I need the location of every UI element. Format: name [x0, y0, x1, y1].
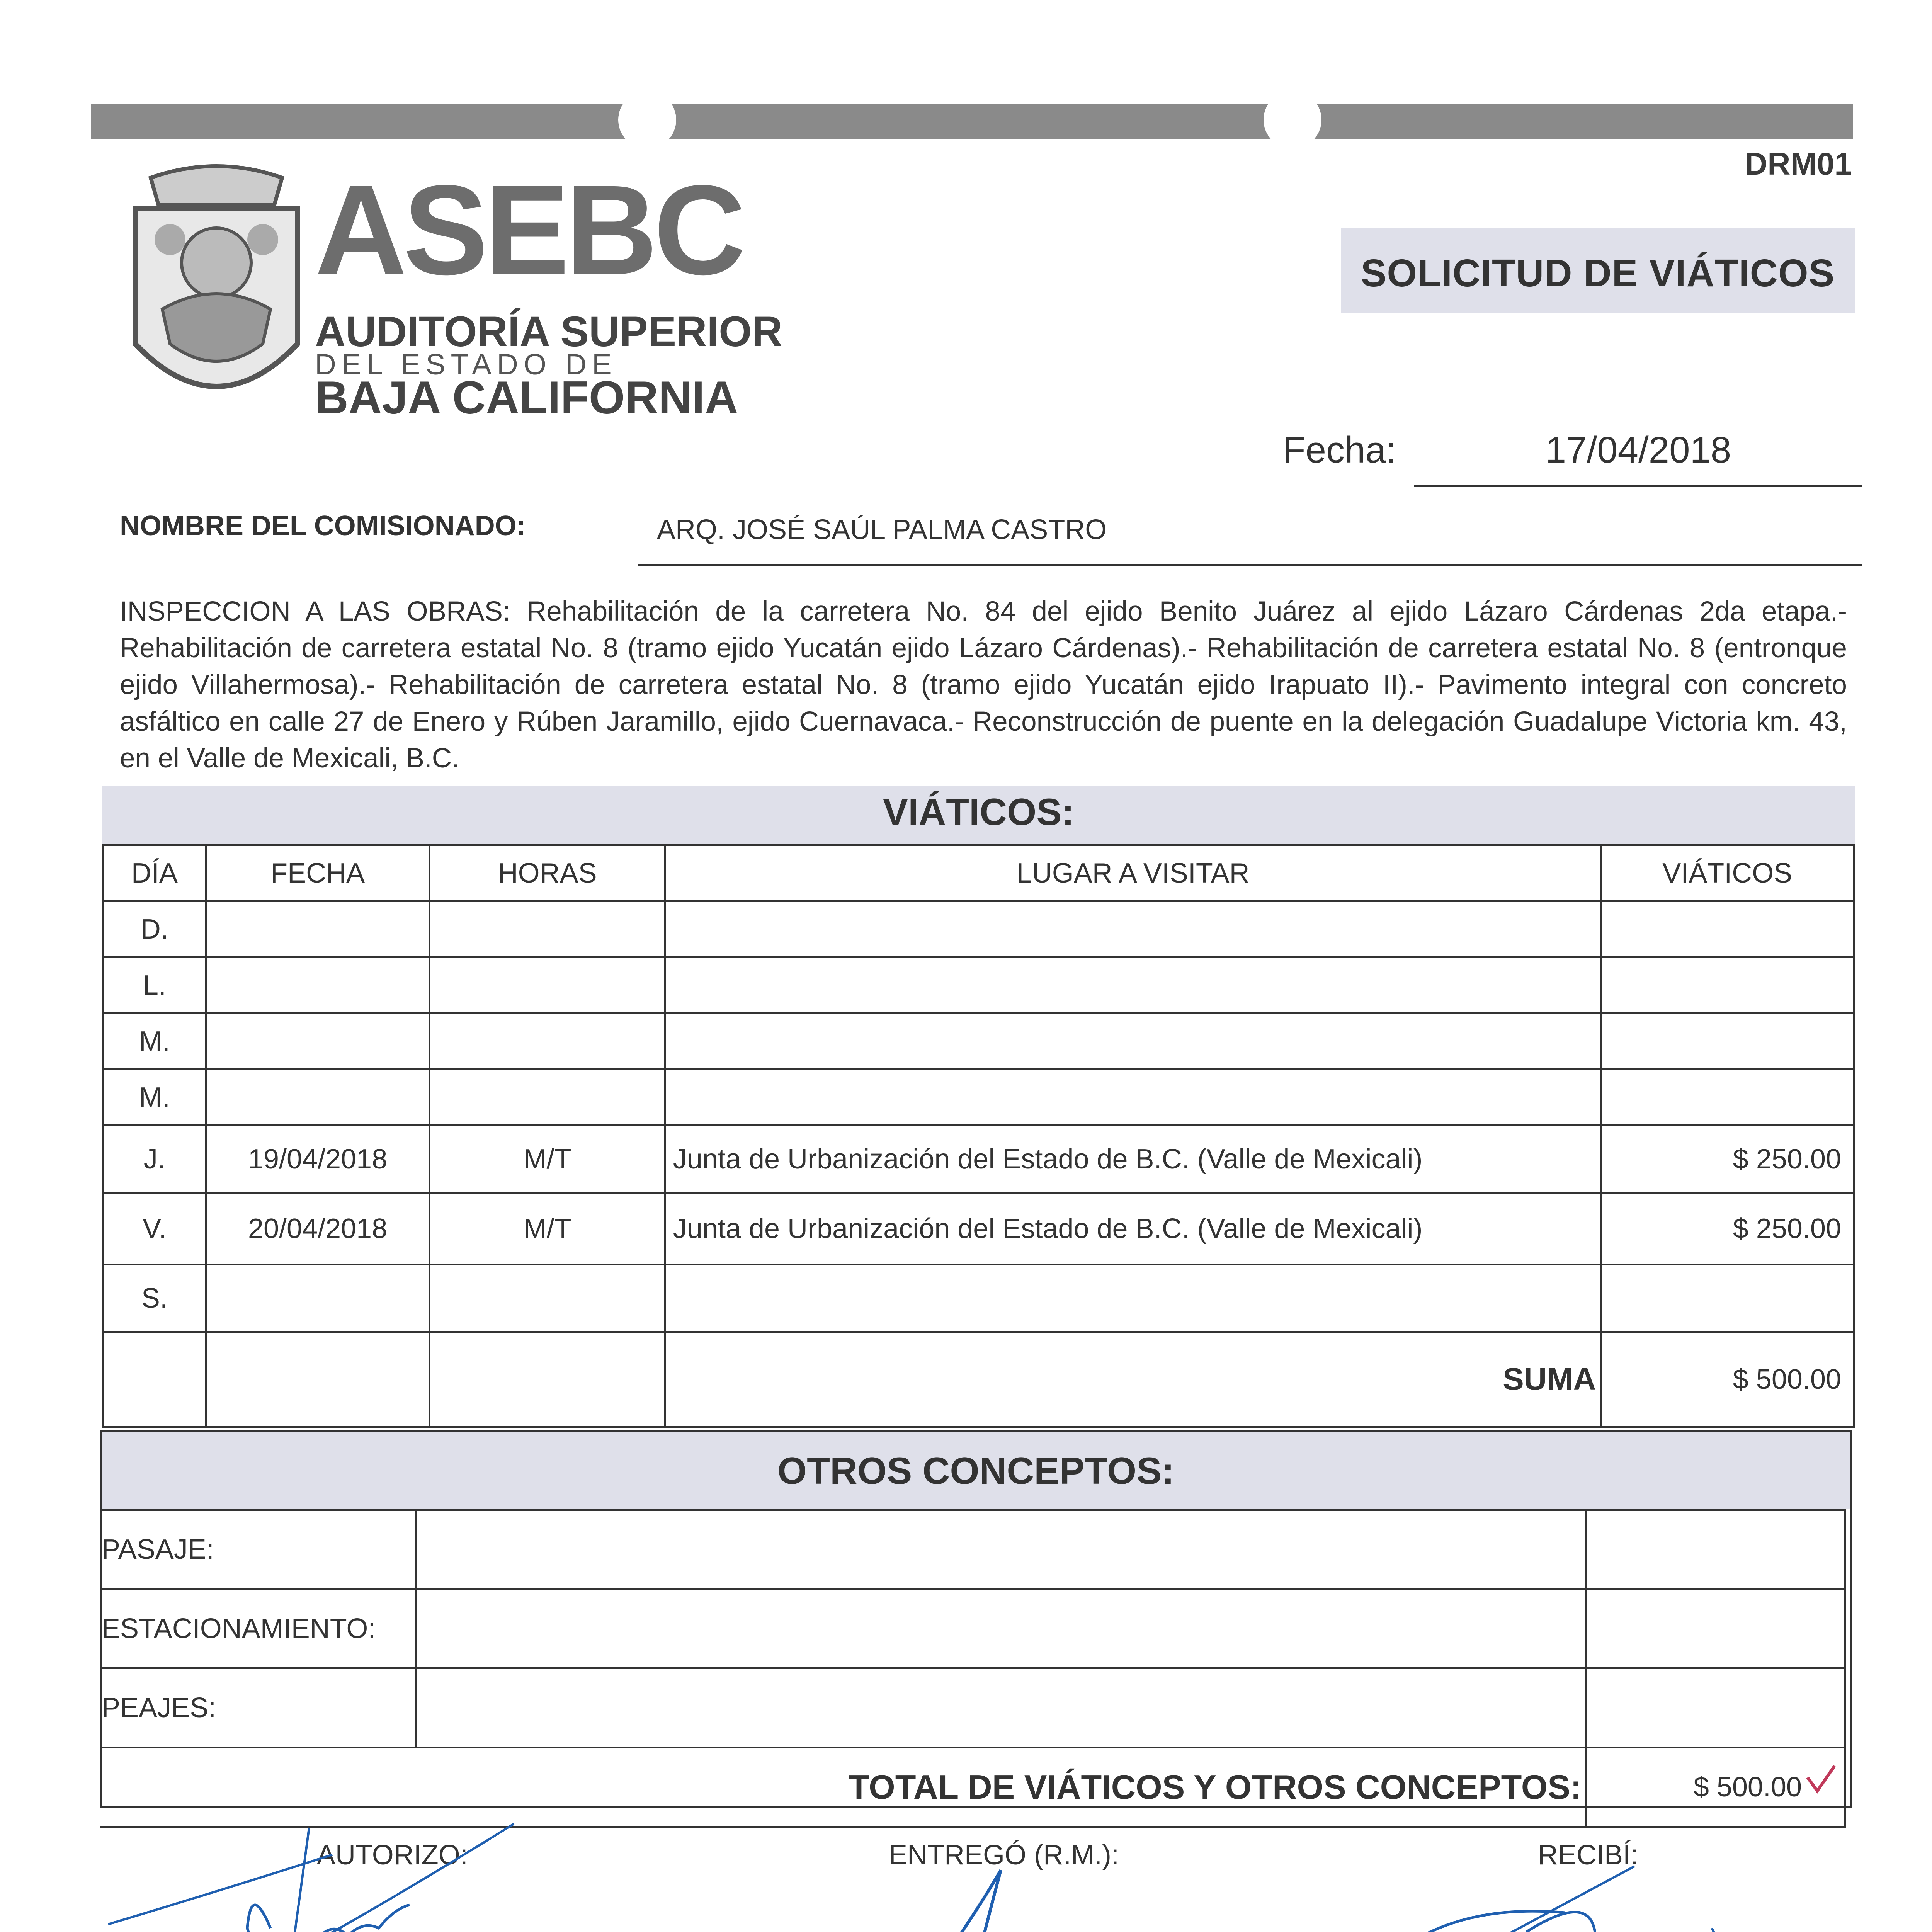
cell-horas — [430, 1070, 665, 1126]
fecha-underline — [1414, 485, 1862, 487]
cell-dia: L. — [104, 957, 206, 1014]
cell-viaticos: $ 250.00 — [1601, 1126, 1854, 1193]
otros-section-title: OTROS CONCEPTOS: — [777, 1449, 1175, 1492]
logo-brand: ASEBC — [315, 158, 742, 301]
cell-fecha — [206, 1070, 430, 1126]
table-row — [100, 1510, 1845, 1589]
otros-label: PEAJES: — [100, 1668, 417, 1748]
cell-fecha — [206, 957, 430, 1014]
table-row — [104, 1193, 1854, 1265]
form-title: SOLICITUD DE VIÁTICOS — [1361, 252, 1835, 295]
otros-table — [100, 1509, 1846, 1828]
cell-viaticos — [1601, 1265, 1854, 1332]
otros-value — [1587, 1668, 1845, 1748]
logo-line2: DEL ESTADO DE — [315, 348, 617, 381]
otros-desc — [417, 1589, 1587, 1668]
header-lugar: LUGAR A VISITAR — [665, 845, 1601, 901]
cell-viaticos — [1601, 1014, 1854, 1070]
table-row — [104, 1126, 1854, 1193]
entrego-label: ENTREGÓ (R.M.): — [889, 1840, 1119, 1871]
fecha-label: Fecha: — [1283, 429, 1396, 471]
cell-lugar: Junta de Urbanización del Estado de B.C. (Valle de Mexicali) — [665, 1126, 1601, 1193]
total-value — [1587, 1748, 1845, 1827]
cell-fecha — [206, 901, 430, 957]
cell-fecha: 19/04/2018 — [206, 1126, 430, 1193]
fecha-value: 17/04/2018 — [1545, 429, 1731, 471]
cell-lugar — [665, 1070, 1601, 1126]
signature-recibi — [1341, 1855, 1766, 1932]
logo-line3: BAJA CALIFORNIA — [315, 372, 738, 423]
suma-empty — [430, 1332, 665, 1427]
cell-horas — [430, 901, 665, 957]
otros-label: ESTACIONAMIENTO: — [100, 1589, 417, 1668]
table-row — [104, 1014, 1854, 1070]
table-row — [100, 1589, 1845, 1668]
cell-viaticos — [1601, 901, 1854, 957]
table-row — [104, 1265, 1854, 1332]
baja-california-coat-of-arms-icon — [128, 162, 305, 429]
cell-dia: S. — [104, 1265, 206, 1332]
otros-desc — [417, 1668, 1587, 1748]
suma-empty — [104, 1332, 206, 1427]
cell-lugar — [665, 1014, 1601, 1070]
cell-horas: M/T — [430, 1126, 665, 1193]
header-dia: DÍA — [104, 845, 206, 901]
cell-dia: V. — [104, 1193, 206, 1265]
header-viaticos: VIÁTICOS — [1601, 845, 1854, 901]
comisionado-underline — [638, 564, 1862, 566]
suma-label: SUMA — [665, 1332, 1601, 1427]
punch-hole — [1264, 91, 1321, 149]
logo-line1: AUDITORÍA SUPERIOR — [315, 308, 783, 355]
signature-autorizo — [70, 1812, 533, 1932]
cell-horas — [430, 1265, 665, 1332]
table-row — [104, 1070, 1854, 1126]
cell-viaticos — [1601, 1070, 1854, 1126]
otros-value — [1587, 1589, 1845, 1668]
table-row — [104, 957, 1854, 1014]
cell-lugar — [665, 957, 1601, 1014]
cell-viaticos — [1601, 957, 1854, 1014]
cell-dia: J. — [104, 1126, 206, 1193]
cell-dia: M. — [104, 1070, 206, 1126]
viaticos-table — [102, 844, 1855, 1428]
cell-viaticos: $ 250.00 — [1601, 1193, 1854, 1265]
recibi-label: RECIBÍ: — [1538, 1840, 1639, 1871]
header-horas: HORAS — [430, 845, 665, 901]
cell-lugar — [665, 1265, 1601, 1332]
table-row — [100, 1668, 1845, 1748]
punch-hole — [618, 91, 676, 149]
table-header-row — [104, 845, 1854, 901]
cell-fecha — [206, 1265, 430, 1332]
autorizo-label: AUTORIZO: — [317, 1840, 468, 1871]
signature-entrego — [672, 1855, 1310, 1932]
otros-label: PASAJE: — [100, 1510, 417, 1589]
cell-dia: D. — [104, 901, 206, 957]
viaticos-section-title: VIÁTICOS: — [883, 791, 1075, 833]
cell-lugar: Junta de Urbanización del Estado de B.C. (Valle de Mexicali) — [665, 1193, 1601, 1265]
cell-fecha — [206, 1014, 430, 1070]
top-border-bar — [91, 104, 1853, 139]
comisionado-value: ARQ. JOSÉ SAÚL PALMA CASTRO — [657, 514, 1107, 545]
otros-value — [1587, 1510, 1845, 1589]
commission-description: INSPECCION A LAS OBRAS: Rehabilitación de la carretera No. 84 del ejido Benito Juárez al ejido Lázaro Cárdenas 2da etapa.- Rehabilitación de carretera estatal No. 8 (tramo ejido Yucatán ejido Lázaro Cárdenas).- Rehabilitación de carretera estatal No. 8 (entronque ejido Villahermosa).- Rehabilitación de carretera estatal No. 8 (tramo ejido Yucatán ejido Irapuato II).- Pavimento integral con concreto asfáltico en calle 27 de Enero y Rúben Jaramillo, ejido Cuernavaca.- Reconstrucción de puente en la delegación Guadalupe Victoria km. 43, en el Valle de Mexicali, B.C. — [120, 596, 1847, 774]
header-fecha: FECHA — [206, 845, 430, 901]
cell-horas: M/T — [430, 1193, 665, 1265]
cell-dia: M. — [104, 1014, 206, 1070]
cell-horas — [430, 957, 665, 1014]
suma-value: $ 500.00 — [1601, 1332, 1854, 1427]
checkmark-icon — [1806, 1764, 1837, 1795]
suma-row — [104, 1332, 1854, 1427]
comisionado-label: NOMBRE DEL COMISIONADO: — [120, 510, 526, 541]
cell-fecha: 20/04/2018 — [206, 1193, 430, 1265]
total-label: TOTAL DE VIÁTICOS Y OTROS CONCEPTOS: — [100, 1748, 1587, 1827]
table-row — [104, 901, 1854, 957]
suma-empty — [206, 1332, 430, 1427]
total-value-text: $ 500.00 — [1693, 1772, 1802, 1803]
cell-horas — [430, 1014, 665, 1070]
form-code: DRM01 — [1745, 146, 1852, 182]
otros-desc — [417, 1510, 1587, 1589]
cell-lugar — [665, 901, 1601, 957]
